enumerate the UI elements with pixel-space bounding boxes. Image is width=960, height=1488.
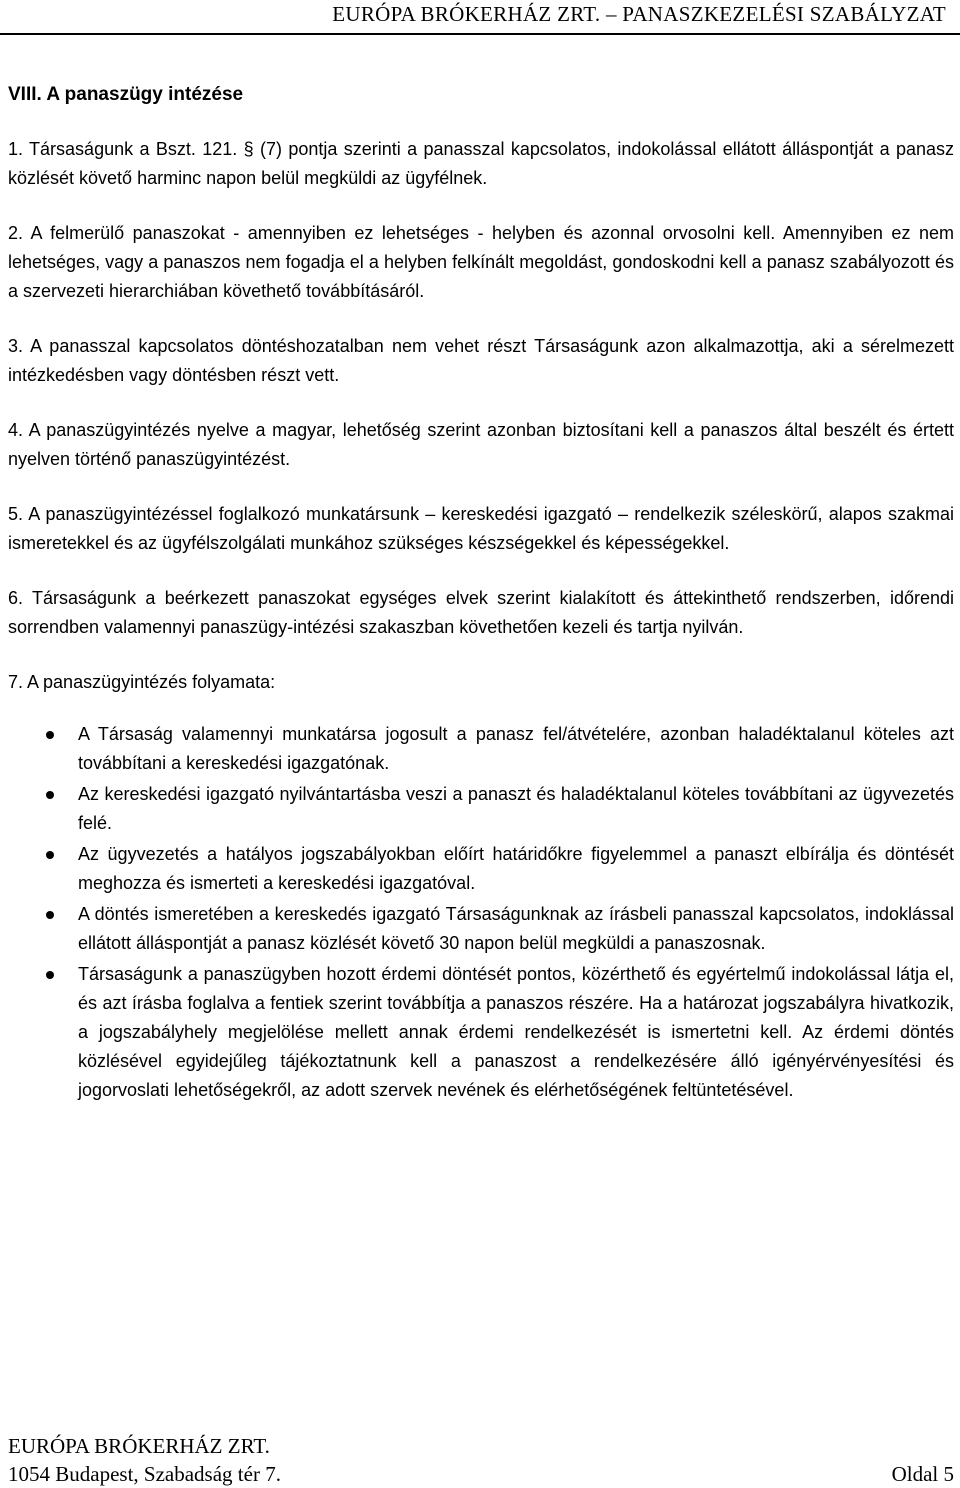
list-item	[8, 780, 954, 838]
footer-row	[8, 1460, 954, 1488]
header-title: EURÓPA BRÓKERHÁZ ZRT. – PANASZKEZELÉSI SZABÁLYZAT	[332, 2, 946, 26]
paragraph-5: 5. A panaszügyintézéssel foglalkozó munkatársunk – kereskedési igazgató – rendelkezik széleskörű, alapos szakmai ismeretekkel és az ügyfélszolgálati munkához szükséges készségekkel és képességekkel.	[8, 504, 954, 553]
paragraph-6: 6. Társaságunk a beérkezett panaszokat egységes elvek szerint kialakított és áttekinthető rendszerben, időrendi sorrendben valamennyi panaszügy-intézési szakaszban követhetően kezeli és tartja nyilván.	[8, 588, 954, 637]
paragraph-2: 2. A felmerülő panaszokat - amennyiben ez lehetséges - helyben és azonnal orvosolni kell. Amennyiben ez nem lehetséges, vagy a panaszos nem fogadja el a helyben felkínált megoldást, gondoskodni kell a panasz szabályozott és a szervezeti hierarchiában követhető továbbításáról.	[8, 223, 954, 301]
list-item-text: Az ügyvezetés a hatályos jogszabályokban előírt határidőkre figyelemmel a panaszt elbírálja és döntését meghozza és ismerteti a kereskedési igazgatóval.	[78, 844, 954, 893]
bullet-icon	[46, 791, 54, 799]
bullet-icon	[46, 851, 54, 859]
footer-address: 1054 Budapest, Szabadság tér 7.	[8, 1462, 281, 1486]
section-title: VIII. A panaszügy intézése	[8, 84, 244, 105]
paragraph-4: 4. A panaszügyintézés nyelve a magyar, lehetőség szerint azonban biztosítani kell a panaszos által beszélt és értett nyelven történő panaszügyintézést.	[8, 420, 954, 469]
paragraph-3: 3. A panasszal kapcsolatos döntéshozatalban nem vehet részt Társaságunk azon alkalmazottja, aki a sérelmezett intézkedésben vagy döntésben részt vett.	[8, 336, 954, 385]
process-list	[8, 720, 954, 1105]
list-item-text: Társaságunk a panaszügyben hozott érdemi döntését pontos, közérthető és egyértelmű indokolással látja el, és azt írásba foglalva a fentiek szerint továbbítja a panaszos részére. Ha a határozat jogszabályra hivatkozik, a jogszabályhely megjelölése mellett annak érdemi rendelkezését is ismertetni kell. Az érdemi döntés közlésével egyidejűleg tájékoztatnunk kell a panaszost a rendelkezésére álló igényérvényesítési és jogorvoslati lehetőségekről, az adott szervek nevének és elérhetőségének feltüntetésével.	[78, 964, 954, 1100]
page-number: Oldal 5	[891, 1462, 954, 1486]
bullet-icon	[46, 911, 54, 919]
list-item-text: A Társaság valamennyi munkatársa jogosult a panasz fel/átvételére, azonban haladéktalanul köteles azt továbbítani a kereskedési igazgatónak.	[78, 724, 954, 773]
list-item	[8, 900, 954, 958]
document-body	[8, 80, 954, 1107]
bullet-icon	[46, 971, 54, 979]
paragraph-1: 1. Társaságunk a Bszt. 121. § (7) pontja szerinti a panasszal kapcsolatos, indokolással ellátott álláspontját a panasz közlését követő harminc napon belül megküldi az ügyfélnek.	[8, 139, 954, 188]
page-header	[0, 0, 960, 42]
footer-company: EURÓPA BRÓKERHÁZ ZRT.	[8, 1434, 270, 1458]
header-divider	[0, 33, 960, 35]
process-intro: 7. A panaszügyintézés folyamata:	[8, 672, 276, 692]
list-item-text: Az kereskedési igazgató nyilvántartásba veszi a panaszt és haladéktalanul köteles továbbítani az ügyvezetés felé.	[78, 784, 954, 833]
bullet-icon	[46, 731, 54, 739]
page-footer	[8, 1432, 954, 1488]
list-item-text: A döntés ismeretében a kereskedés igazgató Társaságunknak az írásbeli panasszal kapcsolatos, indoklással ellátott álláspontját a panasz közlését követő 30 napon belül megküldi a panaszosnak.	[78, 904, 954, 953]
list-item	[8, 720, 954, 778]
list-item	[8, 840, 954, 898]
list-item	[8, 960, 954, 1105]
